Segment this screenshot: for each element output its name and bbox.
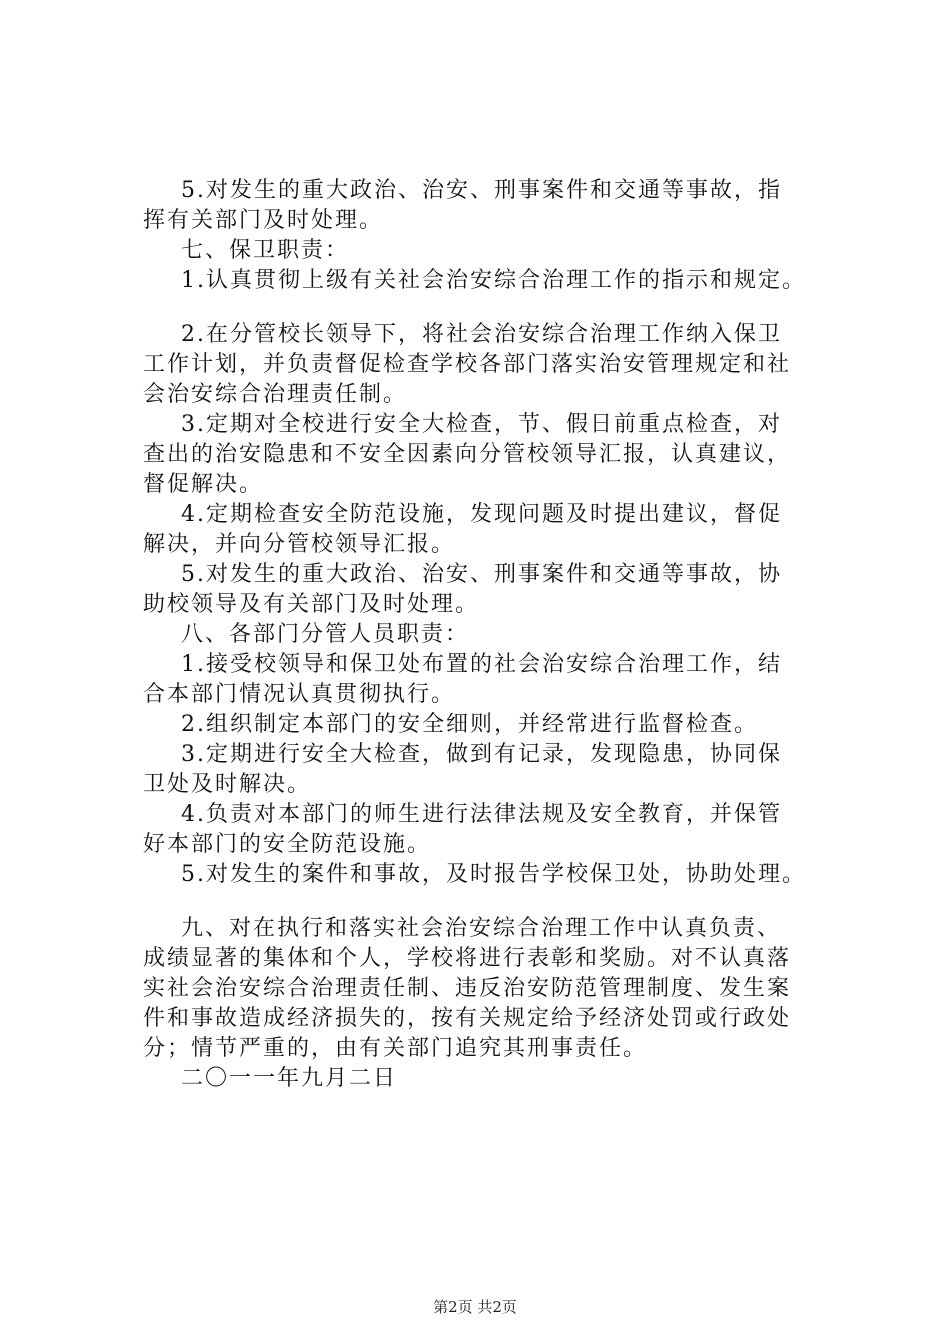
document-body	[143, 176, 853, 1094]
text-line: 好本部门的安全防范设施。	[143, 832, 432, 857]
text-line: 实社会治安综合治理责任制、违反治安防范管理制度、发生案	[143, 976, 792, 1001]
paragraph	[143, 740, 853, 800]
text-line: 5.对发生的重大政治、治安、刑事案件和交通等事故，协	[181, 562, 782, 587]
text-line: 二〇一一年九月二日	[181, 1066, 398, 1091]
text-line: 卫处及时解决。	[143, 772, 312, 797]
paragraph	[143, 176, 853, 236]
text-line: 解决，并向分管校领导汇报。	[143, 532, 456, 557]
text-line: 1.接受校领导和保卫处布置的社会治安综合治理工作，结	[181, 652, 782, 677]
paragraph	[143, 320, 853, 410]
text-line: 5.对发生的案件和事故，及时报告学校保卫处，协助处理。	[181, 862, 806, 887]
text-line: 件和事故造成经济损失的，按有关规定给予经济处罚或行政处	[143, 1006, 792, 1031]
text-line: 合本部门情况认真贯彻执行。	[143, 682, 456, 707]
paragraph	[143, 410, 853, 500]
paragraph	[143, 266, 853, 296]
text-line: 九、对在执行和落实社会治安综合治理工作中认真负责、	[181, 916, 782, 941]
paragraph	[143, 914, 853, 1064]
text-line: 查出的治安隐患和不安全因素向分管校领导汇报，认真建议，	[143, 442, 792, 467]
section-heading	[143, 236, 853, 266]
paragraph	[143, 500, 853, 560]
text-line: 3.定期对全校进行安全大检查，节、假日前重点检查，对	[181, 412, 782, 437]
text-line: 会治安综合治理责任制。	[143, 382, 408, 407]
text-line: 挥有关部门及时处理。	[143, 208, 384, 233]
text-line: 工作计划，并负责督促检查学校各部门落实治安管理规定和社	[143, 352, 792, 377]
paragraph	[143, 860, 853, 890]
text-line: 1.认真贯彻上级有关社会治安综合治理工作的指示和规定。	[181, 268, 806, 293]
text-line: 分；情节严重的，由有关部门追究其刑事责任。	[143, 1036, 648, 1061]
text-line: 2.组织制定本部门的安全细则，并经常进行监督检查。	[181, 712, 758, 737]
text-line: 督促解决。	[143, 472, 264, 497]
paragraph	[143, 560, 853, 620]
section-heading	[143, 620, 853, 650]
paragraph	[143, 650, 853, 710]
text-line: 成绩显著的集体和个人，学校将进行表彰和奖励。对不认真落	[143, 946, 792, 971]
text-line: 八、各部门分管人员职责：	[181, 622, 470, 647]
text-line: 5.对发生的重大政治、治安、刑事案件和交通等事故，指	[181, 178, 782, 203]
date-line	[143, 1064, 853, 1094]
text-line: 4.定期检查安全防范设施，发现问题及时提出建议，督促	[181, 502, 782, 527]
text-line: 助校领导及有关部门及时处理。	[143, 592, 480, 617]
paragraph	[143, 800, 853, 860]
paragraph	[143, 710, 853, 740]
page-footer: 第2页 共2页	[433, 1298, 517, 1316]
text-line: 3.定期进行安全大检查，做到有记录，发现隐患，协同保	[181, 742, 782, 767]
text-line: 七、保卫职责：	[181, 238, 350, 263]
text-line: 4.负责对本部门的师生进行法律法规及安全教育，并保管	[181, 802, 782, 827]
spacer	[143, 890, 853, 914]
text-line: 2.在分管校长领导下，将社会治安综合治理工作纳入保卫	[181, 322, 782, 347]
spacer	[143, 296, 853, 320]
